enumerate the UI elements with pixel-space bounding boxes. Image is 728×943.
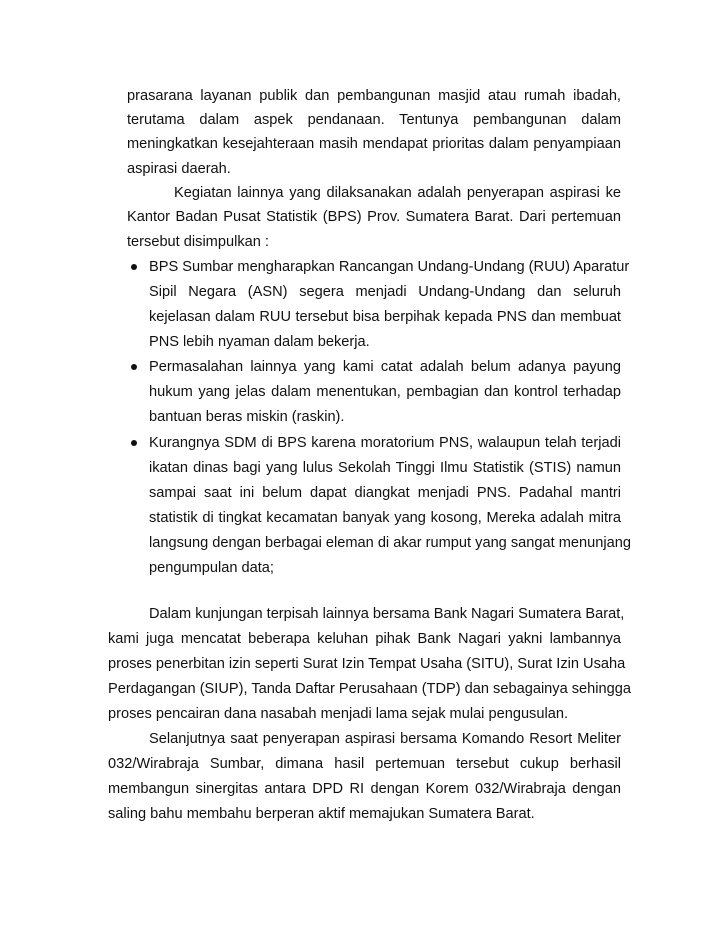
text-line: tersebut disimpulkan : <box>127 234 269 250</box>
text-line: Permasalahan lainnya yang kami catat adalah belum adanya payung <box>149 359 621 375</box>
text-line: prasarana layanan publik dan pembangunan masjid atau rumah ibadah, <box>127 88 621 104</box>
text-line: sampai saat ini belum dapat diangkat menjadi PNS. Padahal mantri <box>149 485 621 501</box>
text-line: kami juga mencatat beberapa keluhan pihak Bank Nagari yakni lambannya <box>108 631 621 647</box>
text-line: Kegiatan lainnya yang dilaksanakan adalah penyerapan aspirasi ke <box>174 185 621 201</box>
text-line: PNS lebih nyaman dalam bekerja. <box>149 334 370 350</box>
text-line: Sipil Negara (ASN) segera menjadi Undang-Undang dan seluruh <box>149 284 621 300</box>
text-line: Selanjutnya saat penyerapan aspirasi bersama Komando Resort Meliter <box>149 731 621 747</box>
bullet-icon <box>131 264 137 270</box>
text-line: ikatan dinas bagi yang lulus Sekolah Tinggi Ilmu Statistik (STIS) namun <box>149 460 621 476</box>
text-line: statistik di tingkat kecamatan banyak yang kosong, Mereka adalah mitra <box>149 510 621 526</box>
text-line: langsung dengan berbagai eleman di akar rumput yang sangat menunjang <box>149 535 631 551</box>
bullet-icon <box>131 440 137 446</box>
bullet-icon <box>131 364 137 370</box>
text-line: proses penerbitan izin seperti Surat Izin Tempat Usaha (SITU), Surat Izin Usaha <box>108 656 626 672</box>
text-line: hukum yang jelas dalam menentukan, pembagian dan kontrol terhadap <box>149 384 621 400</box>
text-line: aspirasi daerah. <box>127 161 231 177</box>
text-line: Perdagangan (SIUP), Tanda Daftar Perusahaan (TDP) dan sebagainya sehingga <box>108 681 632 697</box>
text-line: bantuan beras miskin (raskin). <box>149 409 345 425</box>
text-line: kejelasan dalam RUU tersebut bisa berpihak kepada PNS dan membuat <box>149 309 621 325</box>
text-line: Kurangnya SDM di BPS karena moratorium PNS, walaupun telah terjadi <box>149 435 621 451</box>
text-line: membangun sinergitas antara DPD RI dengan Korem 032/Wirabraja dengan <box>108 781 621 797</box>
text-line: saling bahu membahu berperan aktif memajukan Sumatera Barat. <box>108 806 535 822</box>
text-line: Kantor Badan Pusat Statistik (BPS) Prov. Sumatera Barat. Dari pertemuan <box>127 209 621 225</box>
text-line: proses pencairan dana nasabah menjadi lama sejak mulai pengusulan. <box>108 706 569 722</box>
text-line: pengumpulan data; <box>149 560 274 576</box>
text-line: meningkatkan kesejahteraan masih mendapat prioritas dalam penyampiaan <box>127 136 621 152</box>
text-line: Dalam kunjungan terpisah lainnya bersama Bank Nagari Sumatera Barat, <box>149 606 625 622</box>
text-line: 032/Wirabraja Sumbar, dimana hasil pertemuan tersebut cukup berhasil <box>108 756 621 772</box>
text-line: BPS Sumbar mengharapkan Rancangan Undang-Undang (RUU) Aparatur <box>149 259 630 275</box>
text-line: terutama dalam aspek pendanaan. Tentunya pembangunan dalam <box>127 112 621 128</box>
